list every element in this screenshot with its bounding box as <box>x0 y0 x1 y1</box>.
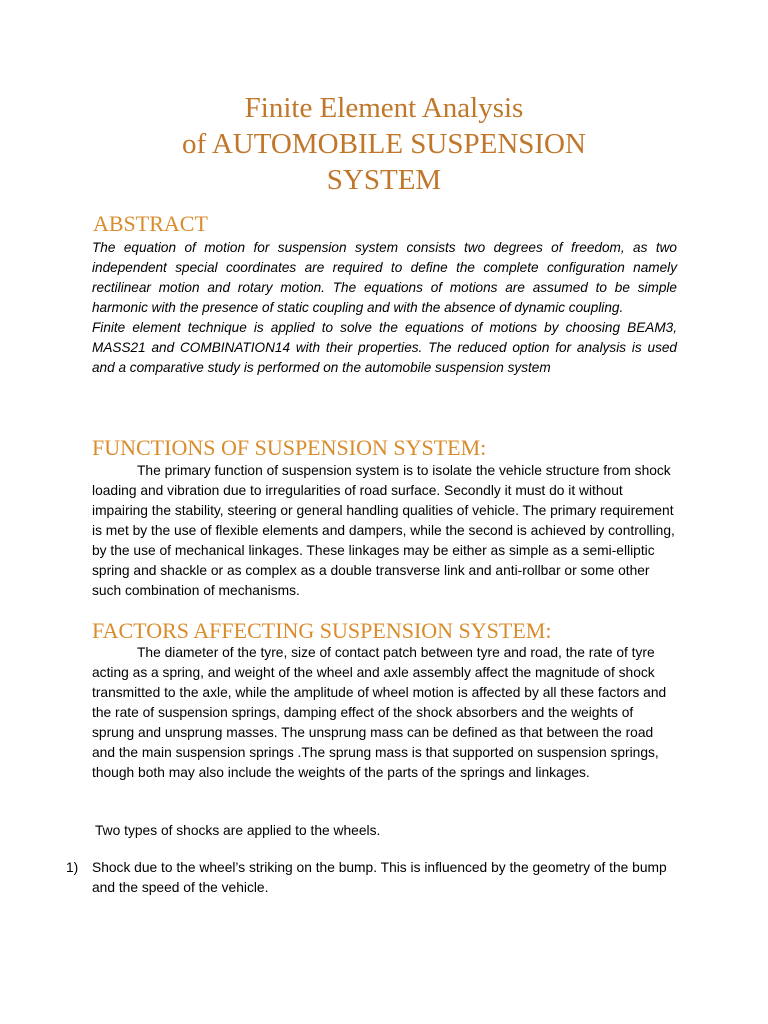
abstract-paragraph-2: Finite element technique is applied to solve the equations of motions by choosing BEAM3, MASS21 and COMBINATION14 with their properties. The reduced option for analysis is used and a comparative study is performed on the automobile suspension system <box>92 320 677 375</box>
list-item-number: 1) <box>66 860 79 875</box>
abstract-heading: ABSTRACT <box>93 211 208 236</box>
document-title <box>0 90 768 198</box>
functions-paragraph: The primary function of suspension system is to isolate the vehicle structure from shock loading and vibration due to irregularities of road surface. Secondly it must do it without impairing the stability, steering or general handling qualities of vehicle. The primary requirement is met by the use of flexible elements and dampers, while the second is achieved by controlling, by the use of mechanical linkages. These linkages may be either as simple as a semi-elliptic spring and shackle or as complex as a double transverse link and anti-rollbar or some other such combination of mechanisms. <box>92 463 675 598</box>
title-line-2: of AUTOMOBILE SUSPENSION <box>182 128 586 160</box>
functions-body <box>92 461 677 601</box>
factors-heading: FACTORS AFFECTING SUSPENSION SYSTEM: <box>92 618 552 643</box>
factors-body <box>92 643 677 783</box>
list-item-text: Shock due to the wheel’s striking on the bump. This is influenced by the geometry of the bump and the speed of the vehicle. <box>92 860 667 895</box>
title-line-3: SYSTEM <box>326 164 442 196</box>
shock-types-line: Two types of shocks are applied to the wheels. <box>95 823 381 838</box>
title-line-1: Finite Element Analysis <box>244 92 524 124</box>
abstract-body <box>92 238 677 378</box>
list-item <box>66 858 681 898</box>
factors-paragraph: The diameter of the tyre, size of contact patch between tyre and road, the rate of tyre acting as a spring, and weight of the wheel and axle assembly affect the magnitude of shock transmitted to the axle, while the amplitude of wheel motion is affected by all these factors and the rate of suspension springs, damping effect of the shock absorbers and the weights of sprung and unsprung masses. The unsprung mass can be defined as that between the road and the main suspension springs .The sprung mass is that supported on suspension springs, though both may also include the weights of the parts of the springs and linkages. <box>92 645 667 780</box>
abstract-paragraph-1: The equation of motion for suspension system consists two degrees of freedom, as two independent special coordinates are required to define the complete configuration namely rectilinear motion and rotary motion. The equations of motions are assumed to be simple harmonic with the presence of static coupling and with the absence of dynamic coupling. <box>92 240 677 315</box>
functions-heading: FUNCTIONS OF SUSPENSION SYSTEM: <box>92 435 487 460</box>
